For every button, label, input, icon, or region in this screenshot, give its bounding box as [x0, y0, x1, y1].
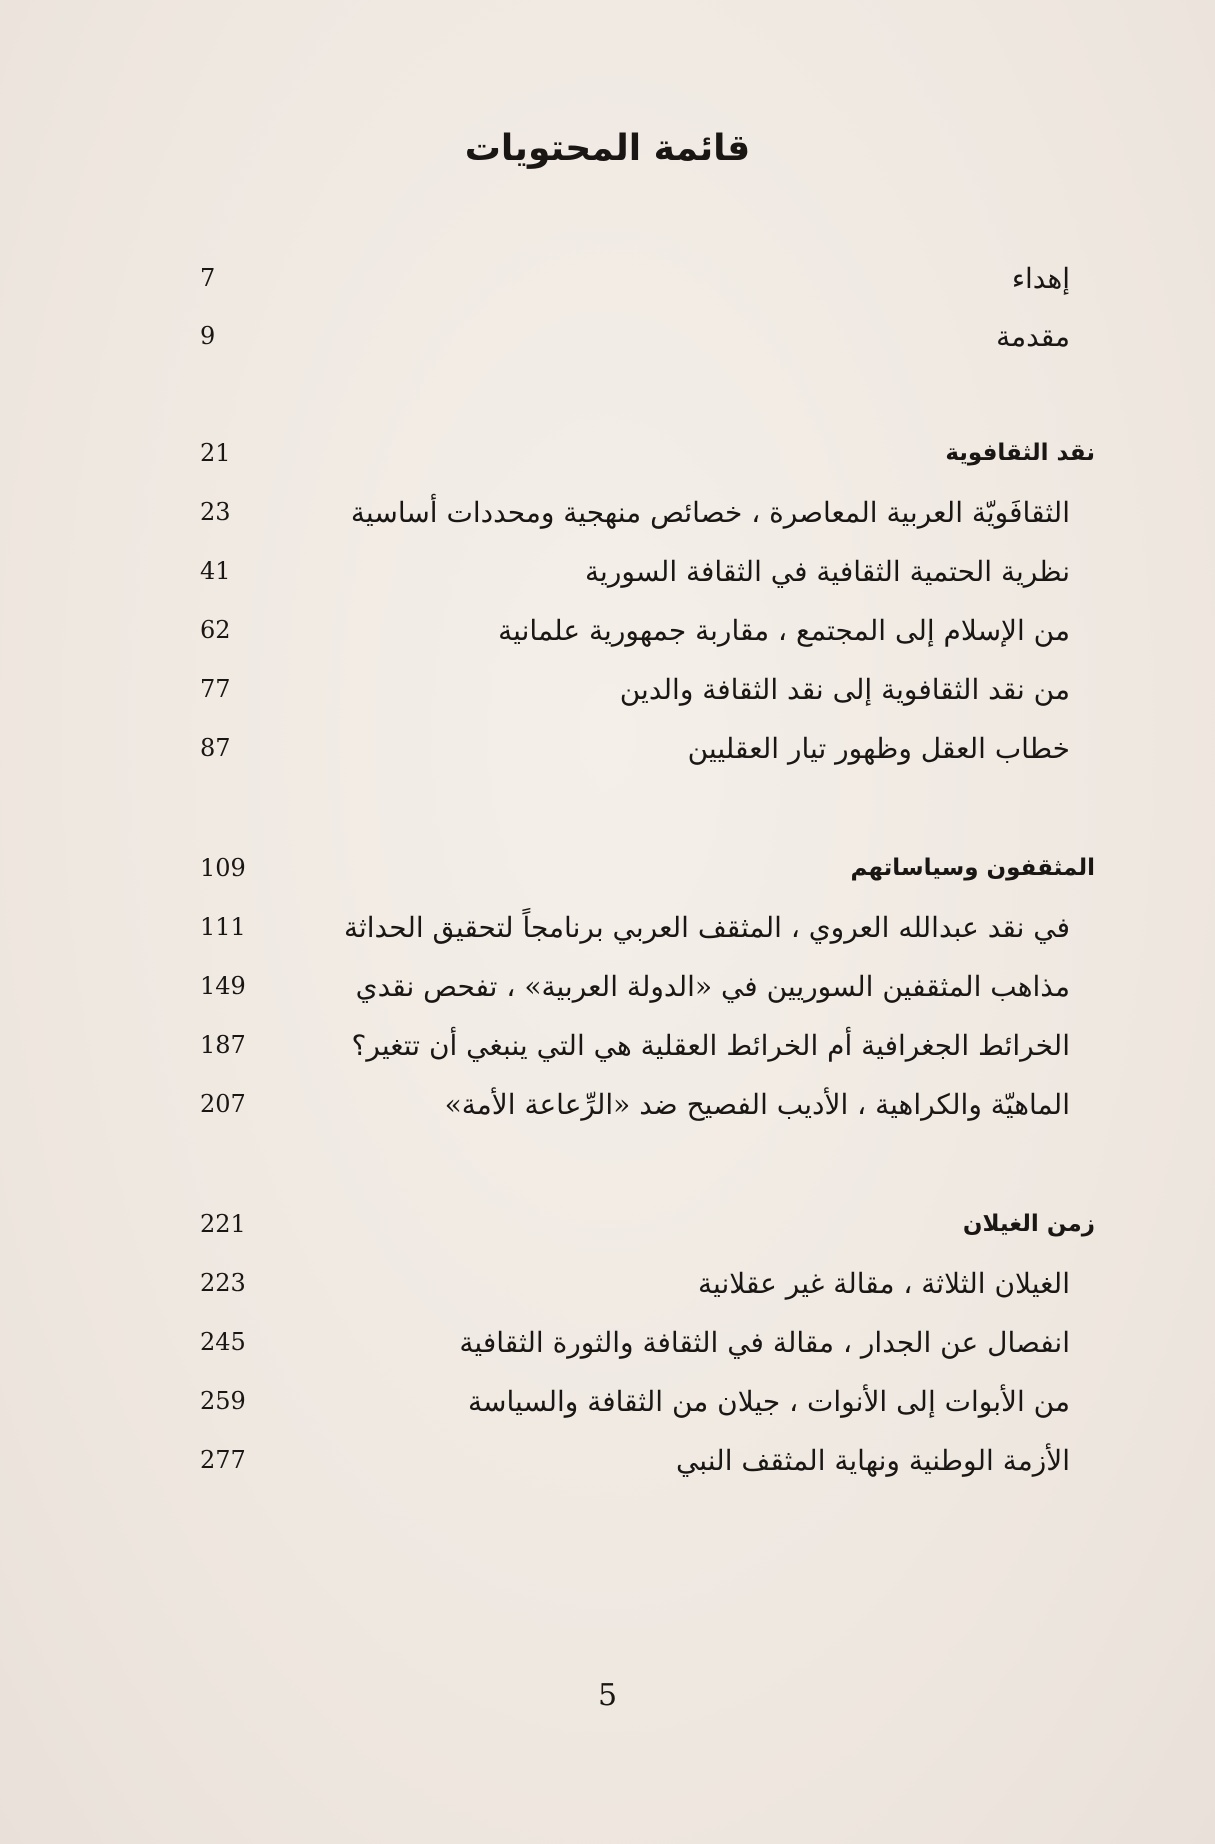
entry-title: الأزمة الوطنية ونهاية المثقف النبي	[675, 1443, 1070, 1477]
entry-page-number: 41	[200, 557, 231, 585]
toc-entry	[200, 253, 1095, 303]
entry-title: خطاب العقل وظهور تيار العقليين	[687, 731, 1070, 765]
entry-title: الثقافَويّة العربية المعاصرة ، خصائص منهجية ومحددات أساسية	[350, 495, 1070, 529]
entry-page-number: 77	[200, 675, 231, 703]
section-heading: المثقفون وسياساتهم	[850, 855, 1095, 881]
entry-page-number: 277	[200, 1446, 246, 1474]
entry-title: من الأبوات إلى الأنوات ، جيلان من الثقافة والسياسة	[468, 1384, 1070, 1418]
entry-title: انفصال عن الجدار ، مقالة في الثقافة والثورة الثقافية	[459, 1325, 1070, 1359]
toc-entry	[200, 487, 1095, 537]
toc-entry	[200, 1435, 1095, 1485]
entry-title: مقدمة	[996, 319, 1070, 353]
entry-page-number: 149	[200, 972, 246, 1000]
page-number: 5	[597, 1678, 618, 1713]
entry-title: مذاهب المثقفين السوريين في «الدولة العربية» ، تفحص نقدي	[355, 969, 1070, 1003]
entry-title: من نقد الثقافوية إلى نقد الثقافة والدين	[619, 672, 1070, 706]
entry-page-number: 62	[200, 616, 231, 644]
entry-page-number: 23	[200, 498, 231, 526]
toc-entry	[200, 1079, 1095, 1129]
section-heading: نقد الثقافوية	[945, 440, 1095, 466]
toc-entry	[200, 902, 1095, 952]
page-title: قائمة المحتويات	[464, 128, 751, 169]
toc-entry	[200, 961, 1095, 1011]
toc-entry	[200, 723, 1095, 773]
section-heading-row	[200, 843, 1095, 893]
entry-title: في نقد عبدالله العروي ، المثقف العربي برنامجاً لتحقيق الحداثة	[343, 910, 1070, 944]
section-page-number: 21	[200, 439, 231, 467]
toc-entry	[200, 1020, 1095, 1070]
toc-entry	[200, 1317, 1095, 1367]
section-heading-row	[200, 428, 1095, 478]
entry-page-number: 223	[200, 1269, 246, 1297]
entry-page-number: 259	[200, 1387, 246, 1415]
entry-page-number: 187	[200, 1031, 246, 1059]
entry-page-number: 87	[200, 734, 231, 762]
entry-page-number: 111	[200, 913, 246, 941]
section-page-number: 221	[200, 1210, 246, 1238]
toc-entry	[200, 1258, 1095, 1308]
entry-title: الغيلان الثلاثة ، مقالة غير عقلانية	[698, 1266, 1070, 1300]
section-heading-row	[200, 1199, 1095, 1249]
toc-entry	[200, 311, 1095, 361]
entry-title: الخرائط الجغرافية أم الخرائط العقلية هي التي ينبغي أن تتغير؟	[351, 1028, 1070, 1062]
toc-entry	[200, 605, 1095, 655]
entry-title: نظرية الحتمية الثقافية في الثقافة السورية	[585, 554, 1070, 588]
entry-page-number: 9	[200, 322, 216, 350]
toc-entry	[200, 664, 1095, 714]
entry-title: من الإسلام إلى المجتمع ، مقاربة جمهورية علمانية	[498, 613, 1070, 647]
section-page-number: 109	[200, 854, 246, 882]
entry-title: الماهيّة والكراهية ، الأديب الفصيح ضد «الرِّعاعة الأمة»	[444, 1087, 1070, 1121]
entry-title: إهداء	[1011, 261, 1070, 295]
toc-entry	[200, 1376, 1095, 1426]
entry-page-number: 7	[200, 264, 216, 292]
entry-page-number: 245	[200, 1328, 246, 1356]
section-heading: زمن الغيلان	[962, 1211, 1095, 1237]
entry-page-number: 207	[200, 1090, 246, 1118]
toc-entry	[200, 546, 1095, 596]
